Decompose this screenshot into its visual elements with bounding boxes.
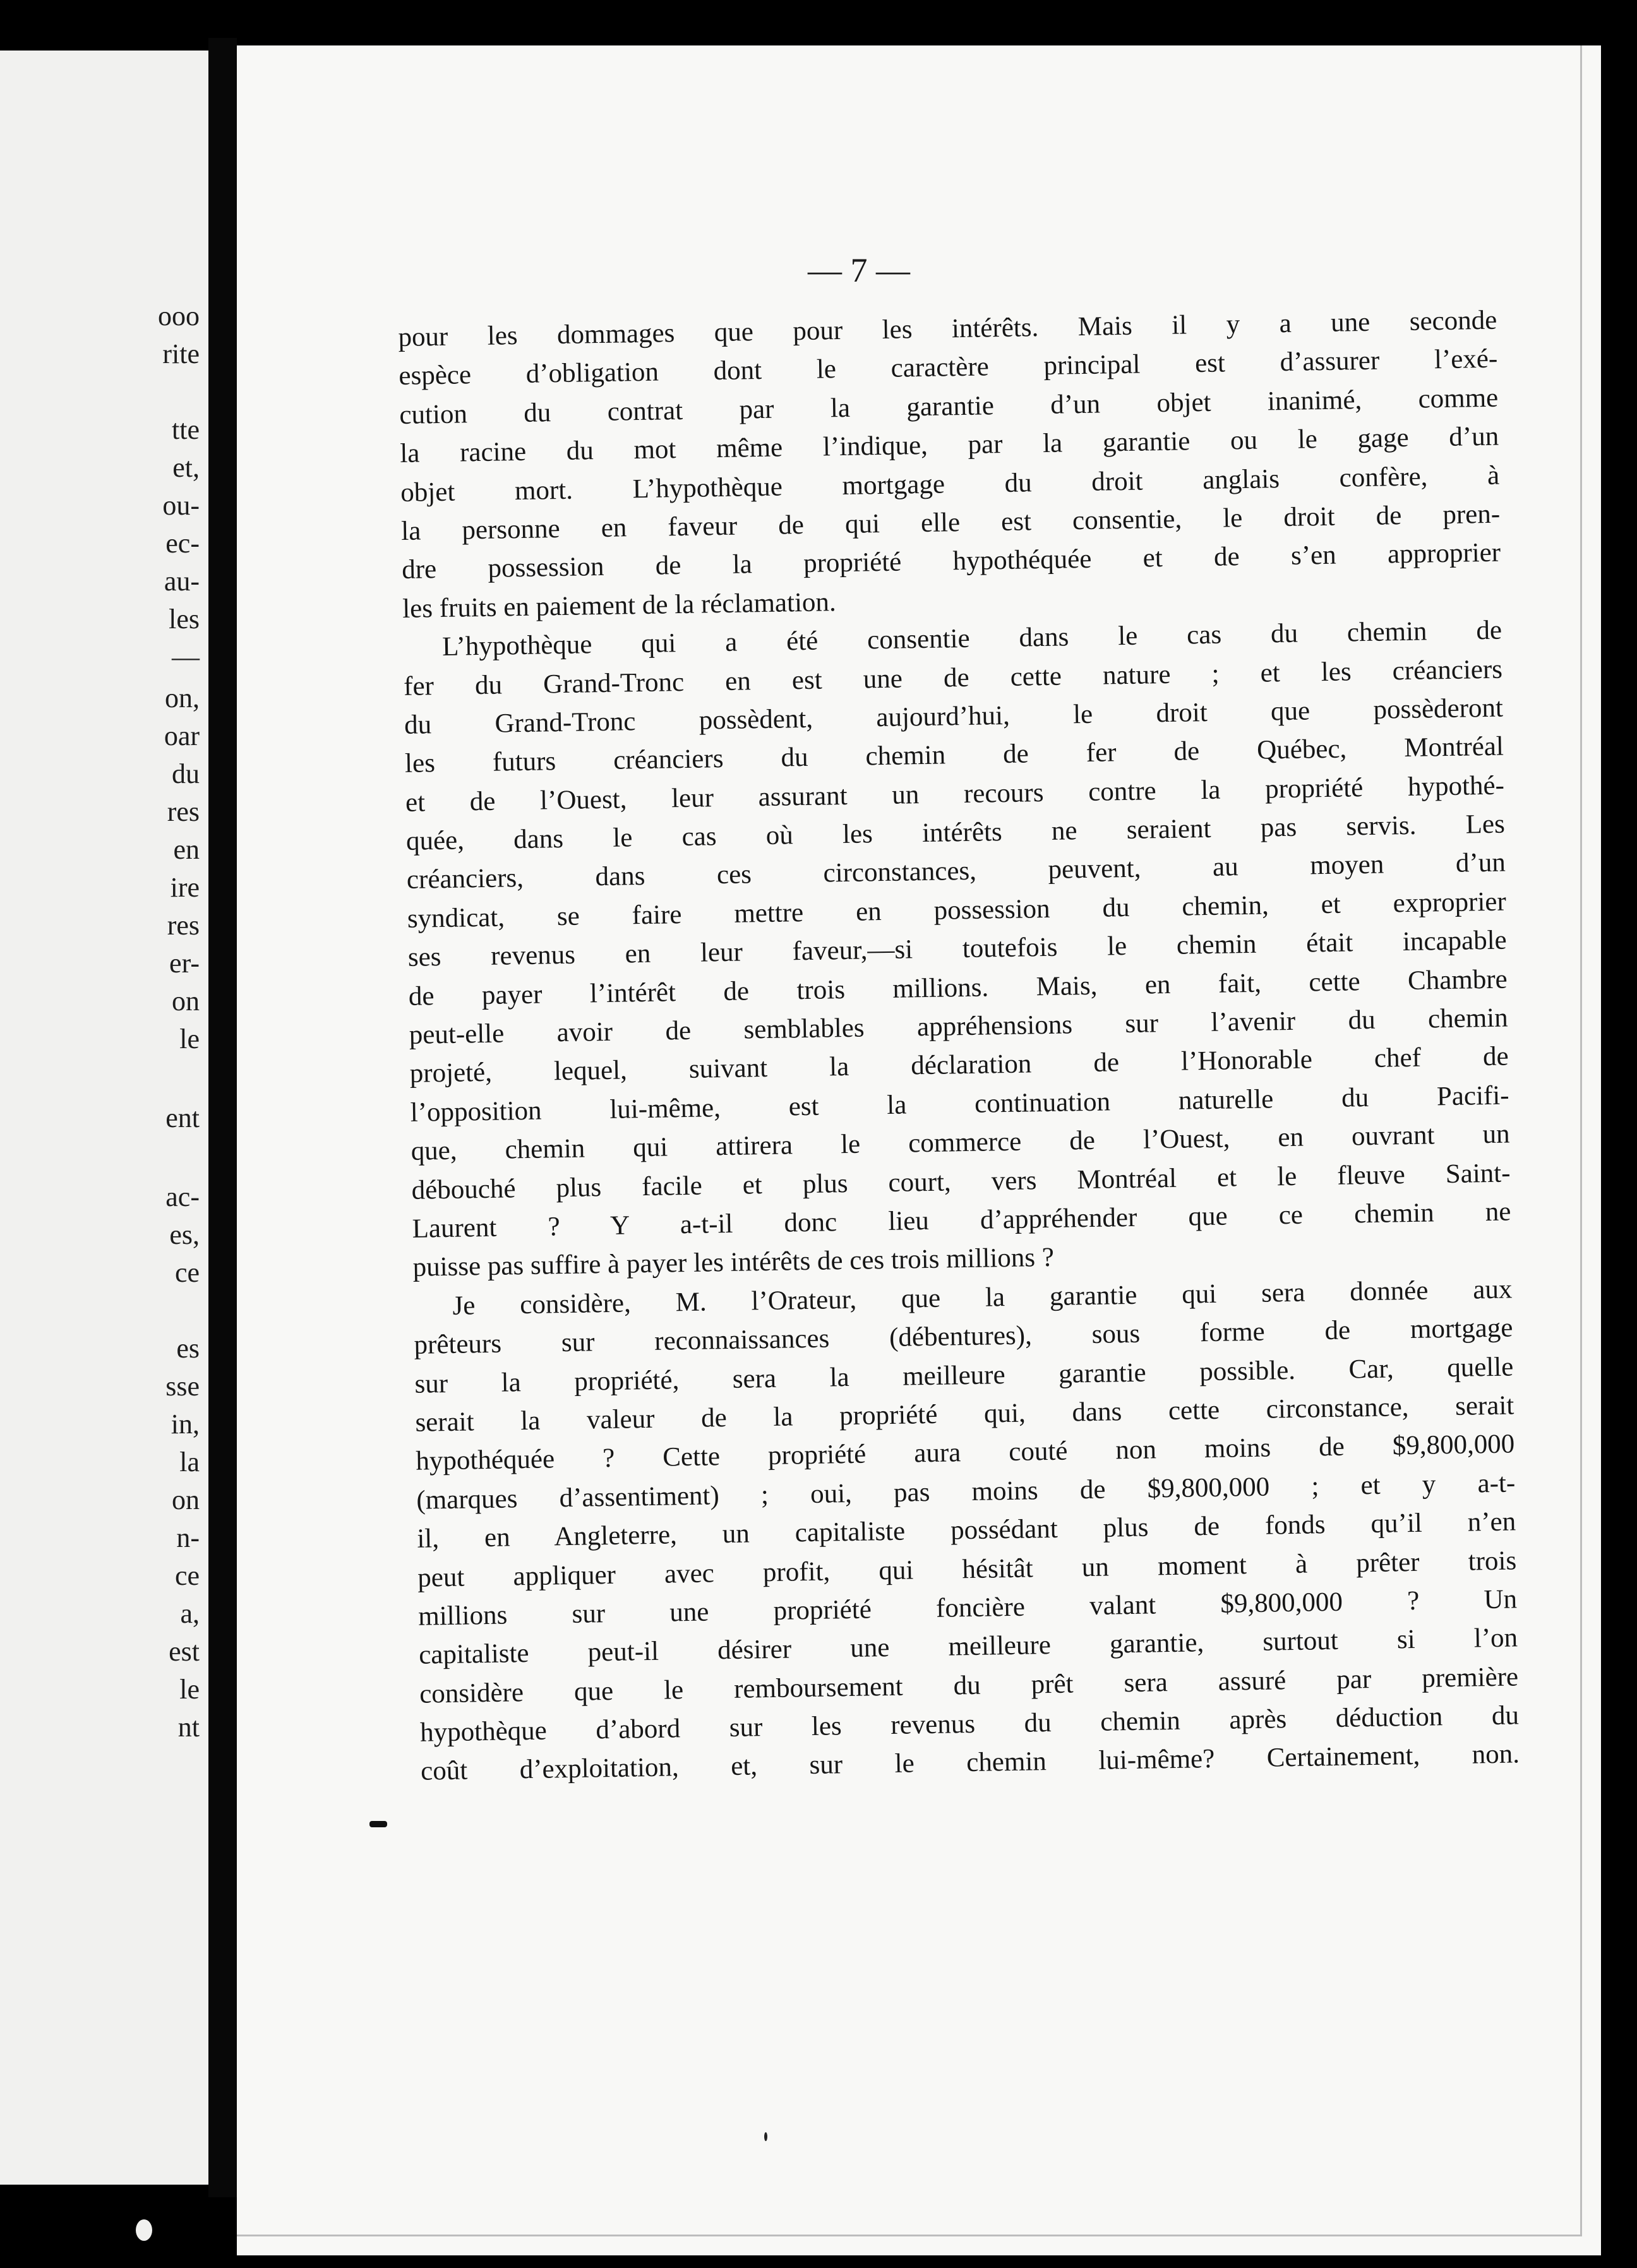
text-line: il, en Angleterre, un capitaliste possédant plus de fonds qu’il n’en <box>417 1507 1516 1554</box>
text-line: de payer l’intérêt de trois millions. Mais, en fait, cette Chambre <box>408 964 1508 1012</box>
facing-page-line-end: et, <box>172 452 200 483</box>
facing-page-line-end: est <box>169 1636 200 1667</box>
text-line: millions sur une propriété foncière valant $9,800,000 ? Un <box>417 1584 1518 1632</box>
facing-page-line-end: sse <box>165 1371 200 1402</box>
text-line: serait la valeur de la propriété qui, dans cette circonstance, serait <box>415 1390 1514 1438</box>
text-line: dre possession de la propriété hypothéquée et de s’en approprier <box>401 537 1501 585</box>
text-line: sur la propriété, sera la meilleure garantie possible. Car, quelle <box>414 1352 1514 1399</box>
facing-page-line-end: du <box>172 758 200 789</box>
facing-page-line-end: rite <box>162 338 200 369</box>
facing-page-line-end: ooo <box>158 301 200 331</box>
text-line: et de l’Ouest, leur assurant un recours contre la propriété hypothé- <box>405 770 1505 818</box>
dust-speck <box>764 2132 767 2141</box>
facing-page-line-end: ent <box>165 1102 200 1133</box>
document-page <box>237 45 1601 2255</box>
text-line: créanciers, dans ces circonstances, peuvent, au moyen d’un <box>406 848 1506 895</box>
text-line: coût d’exploitation, et, sur le chemin lui-même? Certainement, non. <box>420 1739 1520 1787</box>
text-line: hypothèque d’abord sur les revenus du chemin après déduction du <box>419 1700 1520 1748</box>
text-line: la racine du mot même l’indique, par la garantie ou le gage d’un <box>400 421 1499 469</box>
ink-mark <box>369 1821 387 1827</box>
text-line: objet mort. L’hypothèque mortgage du droit anglais confère, à <box>400 460 1500 508</box>
text-line: prêteurs sur reconnaissances (débentures), sous forme de mortgage <box>414 1313 1513 1360</box>
facing-page-line-end: le <box>179 1024 200 1054</box>
text-line: l’opposition lui-même, est la continuation naturelle du Pacifi- <box>410 1080 1509 1128</box>
facing-page-line-end: nt <box>177 1712 200 1743</box>
facing-page-line-end: a, <box>180 1598 200 1629</box>
facing-page-line-end: la <box>179 1447 200 1477</box>
text-line: quée, dans le cas où les intérêts ne seraient pas servis. Les <box>405 809 1506 856</box>
text-line: Je considère, M. l’Orateur, que la garantie qui sera donnée aux <box>452 1274 1513 1321</box>
facing-page-line-end: es, <box>169 1219 200 1250</box>
text-line: pour les dommages que pour les intérêts. Mais il y a une seconde <box>398 305 1497 352</box>
facing-page-line-end: on, <box>165 683 200 713</box>
text-line: Laurent ? Y a-t-il donc lieu d’appréhender que ce chemin ne <box>412 1197 1511 1244</box>
body-text <box>398 301 1520 1791</box>
text-line: L’hypothèque qui a été consentie dans le cas du chemin de <box>441 615 1502 662</box>
text-line: considère que le remboursement du prêt sera assuré par première <box>419 1662 1519 1709</box>
facing-page-line-end: in, <box>171 1409 200 1440</box>
text-line: la personne en faveur de qui elle est consentie, le droit de pren- <box>400 499 1501 546</box>
facing-page-line-end: ce <box>174 1257 200 1288</box>
text-line: syndicat, se faire mettre en possession du chemin, et exproprier <box>407 886 1507 934</box>
facing-page-fragment <box>0 51 208 2185</box>
facing-page-line-end: oar <box>164 720 200 751</box>
text-line: peut appliquer avec profit, qui hésitât un moment à prêter trois <box>417 1545 1517 1593</box>
book-gutter <box>208 38 237 2197</box>
facing-page-line-end: — <box>172 642 200 672</box>
text-line: fer du Grand-Tronc en est une de cette nature ; et les créanciers <box>403 654 1503 701</box>
facing-page-line-end: on <box>172 986 200 1017</box>
text-line: capitaliste peut-il désirer une meilleure garantie, surtout si l’on <box>418 1623 1518 1671</box>
facing-page-line-end: ire <box>170 872 200 903</box>
dust-speck <box>136 2219 152 2241</box>
text-line: ses revenus en leur faveur,—si toutefois le chemin était incapable <box>407 925 1508 973</box>
facing-page-line-end: ce <box>174 1560 200 1591</box>
text-line: (marques d’assentiment) ; oui, pas moins de $9,800,000 ; et y a-t- <box>416 1468 1516 1515</box>
facing-page-line-end: les <box>169 604 200 635</box>
facing-page-line-end: tte <box>172 414 200 445</box>
text-line: du Grand-Tronc possèdent, aujourd’hui, le droit que possèderont <box>404 693 1504 740</box>
text-line: cution du contrat par la garantie d’un objet inanimé, comme <box>399 383 1499 430</box>
text-line: peut-elle avoir de semblables appréhensions sur l’avenir du chemin <box>409 1003 1508 1050</box>
facing-page-line-end: res <box>167 796 200 827</box>
text-line: débouché plus facile et plus court, vers Montréal et le fleuve Saint- <box>411 1158 1511 1205</box>
facing-page-line-end: on <box>172 1484 200 1515</box>
page-number: — 7 — <box>808 251 910 289</box>
facing-page-line-end: es <box>176 1333 200 1364</box>
text-line: projeté, lequel, suivant la déclaration de l’Honorable chef de <box>409 1041 1509 1089</box>
facing-page-line-end: ou- <box>162 490 200 521</box>
text-line: puisse pas suffire à payer les intérêts de ces trois millions ? <box>412 1243 1055 1283</box>
facing-page-line-end: en <box>173 834 200 865</box>
text-line: les fruits en paiement de la réclamation. <box>402 587 837 624</box>
facing-page-line-end: ac- <box>165 1181 200 1212</box>
text-line: hypothéquée ? Cette propriété aura couté non moins de $9,800,000 <box>416 1429 1515 1477</box>
facing-page-line-end: le <box>179 1674 200 1705</box>
facing-page-line-end: res <box>167 910 200 941</box>
facing-page-line-end: n- <box>176 1522 200 1553</box>
facing-page-line-end: au- <box>164 566 200 597</box>
facing-page-line-end: er- <box>169 948 200 979</box>
text-line: que, chemin qui attirera le commerce de l’Ouest, en ouvrant un <box>411 1119 1510 1167</box>
facing-page-line-end: ec- <box>165 528 200 559</box>
text-line: espèce d’obligation dont le caractère principal est d’assurer l’exé- <box>399 344 1498 391</box>
text-line: les futurs créanciers du chemin de fer de Québec, Montréal <box>404 731 1504 779</box>
